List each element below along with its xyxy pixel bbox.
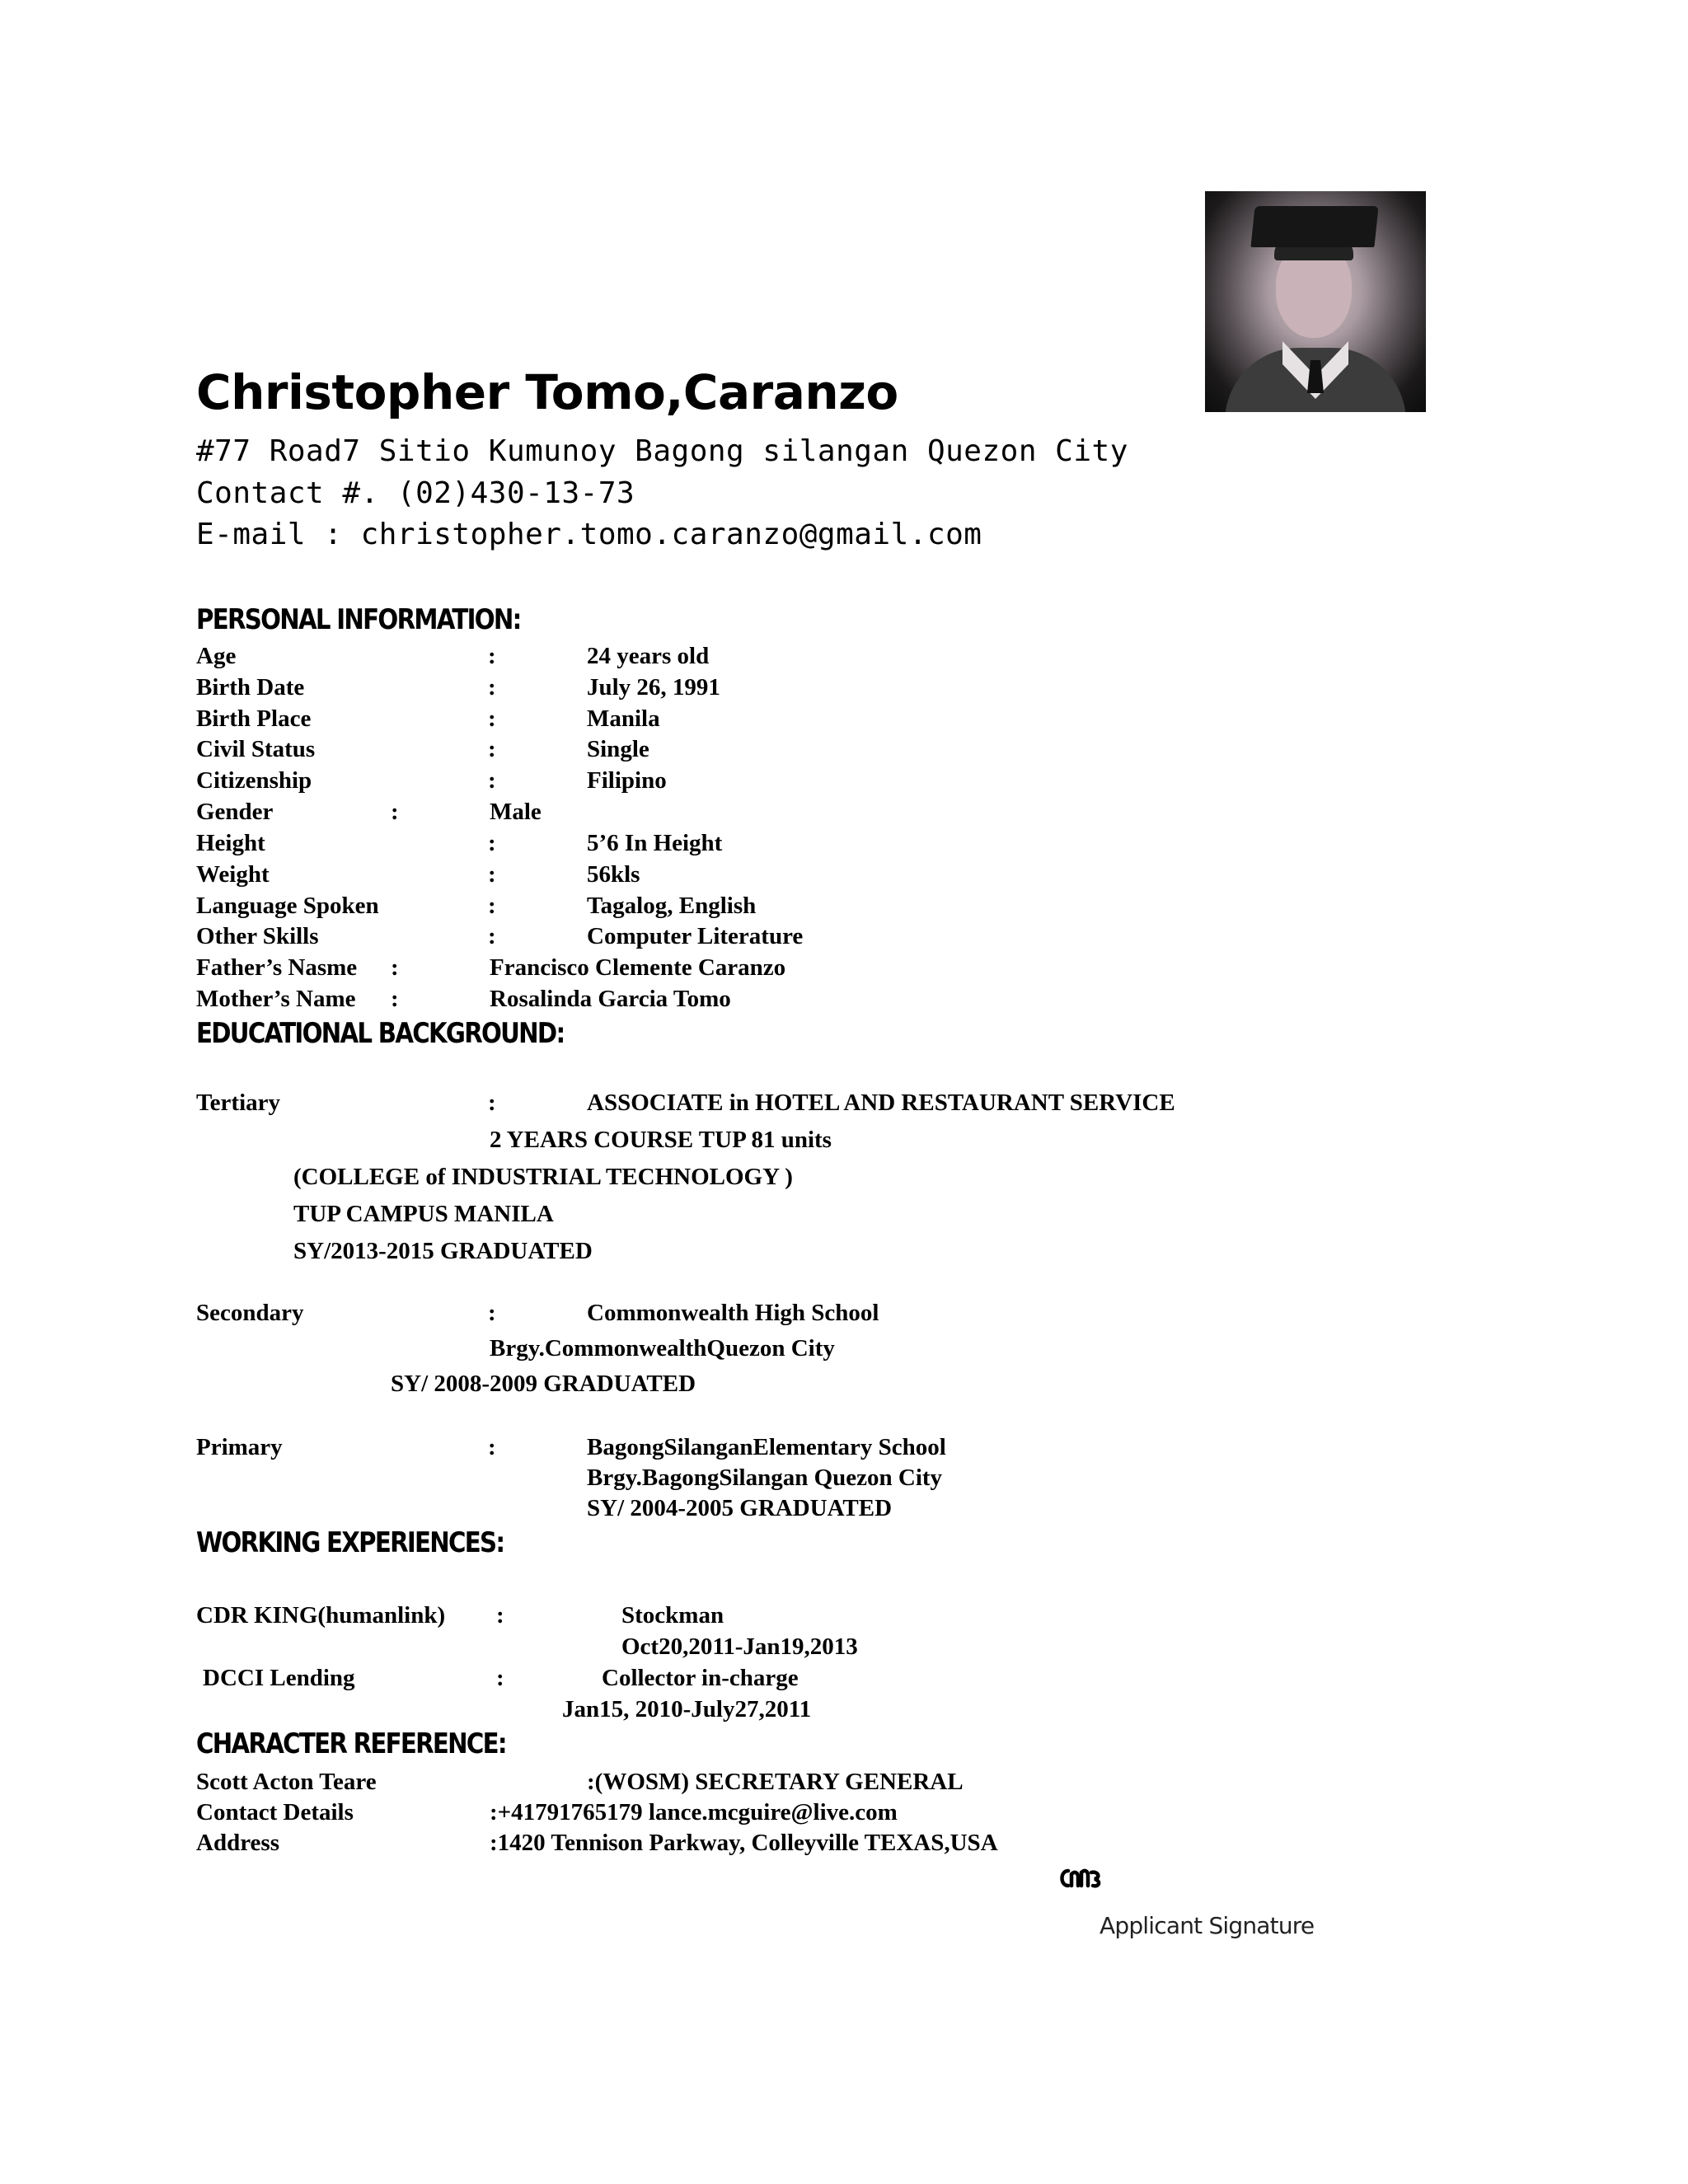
personal-label-father: Father’s Nasme — [196, 954, 358, 981]
personal-sep: : — [391, 954, 399, 981]
secondary-address: Brgy.CommonwealthQuezon City — [490, 1335, 835, 1361]
tertiary-degree: ASSOCIATE in HOTEL AND RESTAURANT SERVICE — [587, 1090, 1175, 1116]
secondary-label: Secondary — [196, 1300, 304, 1326]
secondary-school: Commonwealth High School — [587, 1300, 879, 1326]
job1-dates: Oct20,2011-Jan19,2013 — [621, 1633, 858, 1660]
personal-label-age: Age — [196, 643, 237, 669]
personal-value-age: 24 years old — [587, 643, 710, 669]
primary-label: Primary — [196, 1434, 283, 1460]
personal-label-mother: Mother’s Name — [196, 986, 356, 1012]
personal-label-gender: Gender — [196, 799, 274, 825]
personal-value-other-skills: Computer Literature — [587, 923, 804, 949]
tertiary-course: 2 YEARS COURSE TUP 81 units — [490, 1127, 832, 1153]
personal-sep: : — [488, 861, 496, 888]
reference-value-position: :(WOSM) SECRETARY GENERAL — [587, 1769, 964, 1795]
tertiary-campus: TUP CAMPUS MANILA — [293, 1201, 554, 1227]
education-heading: EDUCATIONAL BACKGROUND: — [196, 1017, 565, 1050]
personal-sep: : — [488, 830, 496, 856]
graduation-cap-icon — [1250, 206, 1378, 247]
applicant-name: Christopher Tomo,Caranzo — [196, 364, 898, 420]
tertiary-college: (COLLEGE of INDUSTRIAL TECHNOLOGY ) — [293, 1164, 793, 1190]
personal-label-birth-place: Birth Place — [196, 705, 312, 732]
personal-sep: : — [488, 736, 496, 762]
personal-value-birth-place: Manila — [587, 705, 660, 732]
personal-label-language: Language Spoken — [196, 893, 379, 919]
personal-label-birth-date: Birth Date — [196, 674, 305, 701]
reference-heading: CHARACTER REFERENCE: — [196, 1727, 506, 1760]
secondary-sep: : — [488, 1300, 496, 1326]
primary-year: SY/ 2004-2005 GRADUATED — [587, 1495, 893, 1521]
applicant-signature-label: Applicant Signature — [1100, 1912, 1315, 1939]
job2-sep: : — [496, 1665, 504, 1691]
secondary-year: SY/ 2008-2009 GRADUATED — [391, 1371, 696, 1397]
job1-position: Stockman — [621, 1602, 724, 1629]
signature-mark-icon — [1058, 1868, 1108, 1889]
reference-label-name: Scott Acton Teare — [196, 1769, 377, 1795]
personal-label-citizenship: Citizenship — [196, 767, 312, 794]
personal-info-heading: PERSONAL INFORMATION: — [196, 603, 521, 636]
personal-value-gender: Male — [490, 799, 542, 825]
personal-label-height: Height — [196, 830, 265, 856]
personal-value-height: 5’6 In Height — [587, 830, 723, 856]
reference-value-contact: :+41791765179 lance.mcguire@live.com — [490, 1799, 898, 1825]
tertiary-label: Tertiary — [196, 1090, 281, 1116]
reference-value-address: :1420 Tennison Parkway, Colleyville TEXAS,USA — [490, 1830, 998, 1856]
personal-value-language: Tagalog, English — [587, 893, 757, 919]
applicant-photo — [1205, 191, 1426, 412]
personal-sep: : — [488, 893, 496, 919]
personal-label-civil-status: Civil Status — [196, 736, 316, 762]
address-line: #77 Road7 Sitio Kumunoy Bagong silangan Quezon City — [196, 434, 1128, 468]
job1-sep: : — [496, 1602, 504, 1629]
personal-value-weight: 56kls — [587, 861, 640, 888]
personal-value-father: Francisco Clemente Caranzo — [490, 954, 786, 981]
tertiary-sep: : — [488, 1090, 496, 1116]
personal-sep: : — [488, 767, 496, 794]
personal-sep: : — [391, 799, 399, 825]
reference-label-address: Address — [196, 1830, 279, 1856]
personal-label-other-skills: Other Skills — [196, 923, 319, 949]
personal-sep: : — [488, 923, 496, 949]
personal-value-mother: Rosalinda Garcia Tomo — [490, 986, 731, 1012]
personal-sep: : — [391, 986, 399, 1012]
personal-label-weight: Weight — [196, 861, 270, 888]
job2-company: DCCI Lending — [203, 1665, 355, 1691]
personal-sep: : — [488, 705, 496, 732]
work-heading: WORKING EXPERIENCES: — [196, 1526, 504, 1559]
primary-school: BagongSilanganElementary School — [587, 1434, 946, 1460]
job2-position: Collector in-charge — [602, 1665, 799, 1691]
job1-company: CDR KING(humanlink) — [196, 1602, 446, 1629]
primary-sep: : — [488, 1434, 496, 1460]
personal-value-birth-date: July 26, 1991 — [587, 674, 720, 701]
job2-dates: Jan15, 2010-July27,2011 — [562, 1696, 812, 1722]
email-line[interactable]: E-mail : christopher.tomo.caranzo@gmail.com — [196, 518, 982, 551]
primary-address: Brgy.BagongSilangan Quezon City — [587, 1465, 943, 1491]
reference-label-contact: Contact Details — [196, 1799, 354, 1825]
personal-sep: : — [488, 674, 496, 701]
personal-value-citizenship: Filipino — [587, 767, 667, 794]
contact-number: Contact #. (02)430-13-73 — [196, 476, 635, 510]
tertiary-year: SY/2013-2015 GRADUATED — [293, 1238, 593, 1264]
personal-sep: : — [488, 643, 496, 669]
personal-value-civil-status: Single — [587, 736, 649, 762]
